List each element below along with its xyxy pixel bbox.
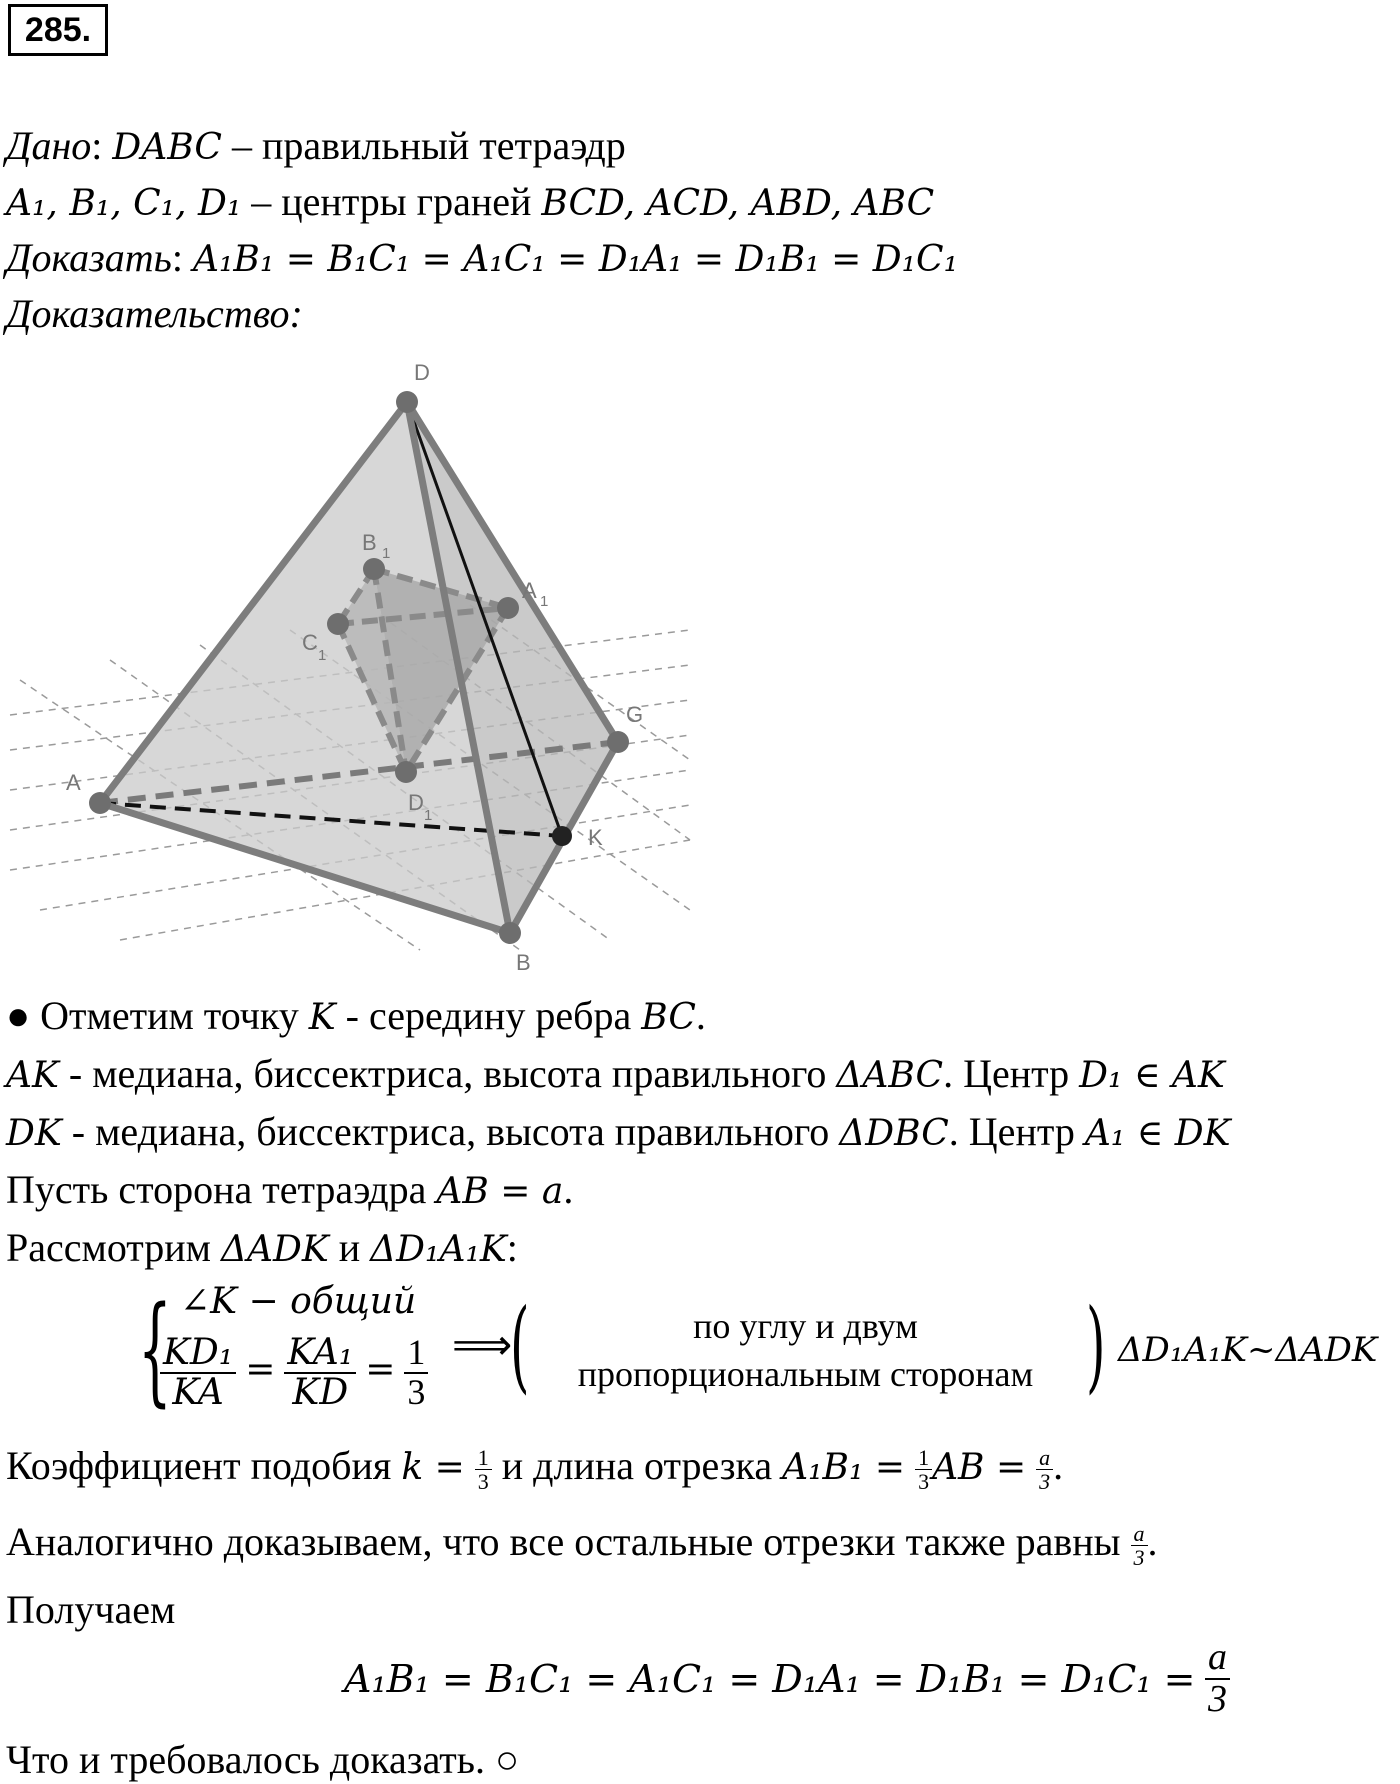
reason-line-1: по углу и двум <box>693 1306 918 1346</box>
label-d1: D <box>408 790 424 815</box>
text: . <box>563 1167 574 1212</box>
text: . Центр <box>943 1051 1080 1096</box>
analogous-line <box>6 1518 1158 1569</box>
label-b: B <box>516 950 531 975</box>
fraction-k: $\frac{1}{3}$ <box>475 1446 492 1493</box>
text: и <box>328 1225 371 1270</box>
system-brace: { <box>138 1280 172 1418</box>
given-centers-desc: – центры граней <box>241 179 542 224</box>
given-tetrahedron: DABC <box>112 127 222 168</box>
point-a1 <box>497 597 519 619</box>
point-b <box>499 922 521 944</box>
fraction-one-third: $\frac{1}{3}$ <box>404 1334 428 1412</box>
label-d: D <box>414 360 430 385</box>
label-a: A <box>66 770 81 795</box>
paren-right: ) <box>1086 1287 1106 1404</box>
label-b1-sub: 1 <box>382 545 391 562</box>
point-a <box>89 792 111 814</box>
prove-line: Доказать: A₁B₁ = B₁C₁ = A₁C₁ = D₁A₁ = D₁B₁ = D₁C₁ <box>6 235 959 280</box>
given-line-2 <box>6 178 934 228</box>
text: Отметим точку <box>30 993 309 1038</box>
implies-arrow: ⟹ <box>452 1320 513 1369</box>
math: A₁ ∈ DK <box>1084 1113 1231 1154</box>
math: D₁ ∈ AK <box>1079 1055 1225 1096</box>
given-faces: BCD, ACD, ABD, ABC <box>541 183 935 224</box>
text: - медиана, биссектриса, высота правильного <box>61 1109 840 1154</box>
result-label: Получаем <box>6 1587 176 1632</box>
text: : <box>506 1225 518 1270</box>
point-d1 <box>395 761 417 783</box>
similarity <box>1118 1330 1377 1370</box>
equals: = <box>365 1349 396 1391</box>
proof-label: Доказательство: <box>6 291 303 336</box>
proof-line-4 <box>6 1166 573 1216</box>
prove-statement: A₁B₁ = B₁C₁ = A₁C₁ = D₁A₁ = D₁B₁ = D₁C₁ <box>192 239 959 280</box>
fraction-a-third-2: $\frac{a}{3}$ <box>1131 1522 1148 1569</box>
final-fraction: $\frac{a}{3}$ <box>1205 1638 1230 1720</box>
coefficient-line <box>6 1442 1063 1493</box>
tetrahedron-figure <box>0 350 720 990</box>
math: AB = a <box>436 1171 564 1212</box>
label-k: K <box>588 825 603 850</box>
text: Коэффициент подобия <box>6 1443 402 1488</box>
fraction-third: $\frac{1}{3}$ <box>915 1446 932 1493</box>
text: Рассмотрим <box>6 1225 221 1270</box>
math: k = <box>401 1447 465 1488</box>
fraction-ka1-kd: $\frac{\text{KA₁}}{KD}$ <box>284 1334 356 1412</box>
label-b1: B <box>362 530 377 555</box>
given-desc: – правильный тетраэдр <box>221 123 626 168</box>
problem-number: 285. <box>8 4 108 56</box>
point-g <box>607 731 629 753</box>
point-d <box>396 391 418 413</box>
math: AK <box>6 1055 59 1096</box>
qed-line: Что и требовалось доказать. ○ <box>6 1737 520 1782</box>
text: и длина отрезка <box>491 1443 783 1488</box>
label-d1-sub: 1 <box>424 807 433 824</box>
final-equation <box>344 1638 1230 1720</box>
math: ΔADK <box>220 1229 329 1270</box>
text: Пусть сторона тетраэдра <box>6 1167 437 1212</box>
math: ΔABC <box>836 1055 944 1096</box>
system-ratios <box>160 1334 428 1412</box>
reason-block <box>528 1302 1083 1398</box>
math: ΔDBC <box>839 1113 949 1154</box>
proof-line-5 <box>6 1224 518 1274</box>
math: A₁B₁ = <box>782 1447 906 1488</box>
math: DK <box>6 1113 62 1154</box>
fraction-a-third: $\frac{a}{3}$ <box>1036 1446 1053 1493</box>
paren-left: ( <box>510 1287 530 1404</box>
point-c1 <box>327 613 349 635</box>
math: A₁B₁ = B₁C₁ = A₁C₁ = D₁A₁ = D₁B₁ = D₁C₁ = <box>344 1656 1196 1701</box>
given-centers: A₁, B₁, C₁, D₁ <box>6 183 242 224</box>
text: . <box>1147 1519 1158 1564</box>
math: AB = <box>932 1447 1027 1488</box>
equals: = <box>245 1349 276 1391</box>
text: . <box>1053 1443 1064 1488</box>
label-g: G <box>626 702 644 727</box>
given-label: Дано <box>6 123 92 168</box>
reason-line-2: пропорциональным сторонам <box>577 1354 1034 1394</box>
label-c1: C <box>302 630 318 655</box>
math: BC <box>641 997 696 1038</box>
fraction-kd1-ka: $\frac{\text{KD₁}}{KA}$ <box>160 1334 236 1412</box>
math: ∠K − общий <box>180 1281 417 1322</box>
text: - середину ребра <box>335 993 642 1038</box>
math: ΔD₁A₁K <box>370 1229 507 1270</box>
proof-line-1 <box>6 992 706 1042</box>
math: K <box>308 997 336 1038</box>
point-k <box>552 826 572 846</box>
label-a1-sub: 1 <box>540 593 549 610</box>
proof-line-3 <box>6 1108 1231 1158</box>
label-c1-sub: 1 <box>318 647 327 664</box>
text: . <box>695 993 706 1038</box>
text: Аналогично доказываем, что все остальные отрезки также равны <box>6 1519 1131 1564</box>
text: . Центр <box>948 1109 1085 1154</box>
given-line-1: Дано: DABC – правильный тетраэдр <box>6 123 626 168</box>
proof-label-text: Доказательство <box>6 291 290 336</box>
proof-line-2 <box>6 1050 1225 1100</box>
label-a1: A <box>522 578 537 603</box>
system-angle <box>180 1276 416 1326</box>
text: - медиана, биссектриса, высота правильного <box>58 1051 837 1096</box>
bullet: ● <box>6 993 31 1038</box>
math: ΔD₁A₁K~ΔADK <box>1118 1330 1378 1370</box>
prove-label: Доказать <box>6 235 172 280</box>
